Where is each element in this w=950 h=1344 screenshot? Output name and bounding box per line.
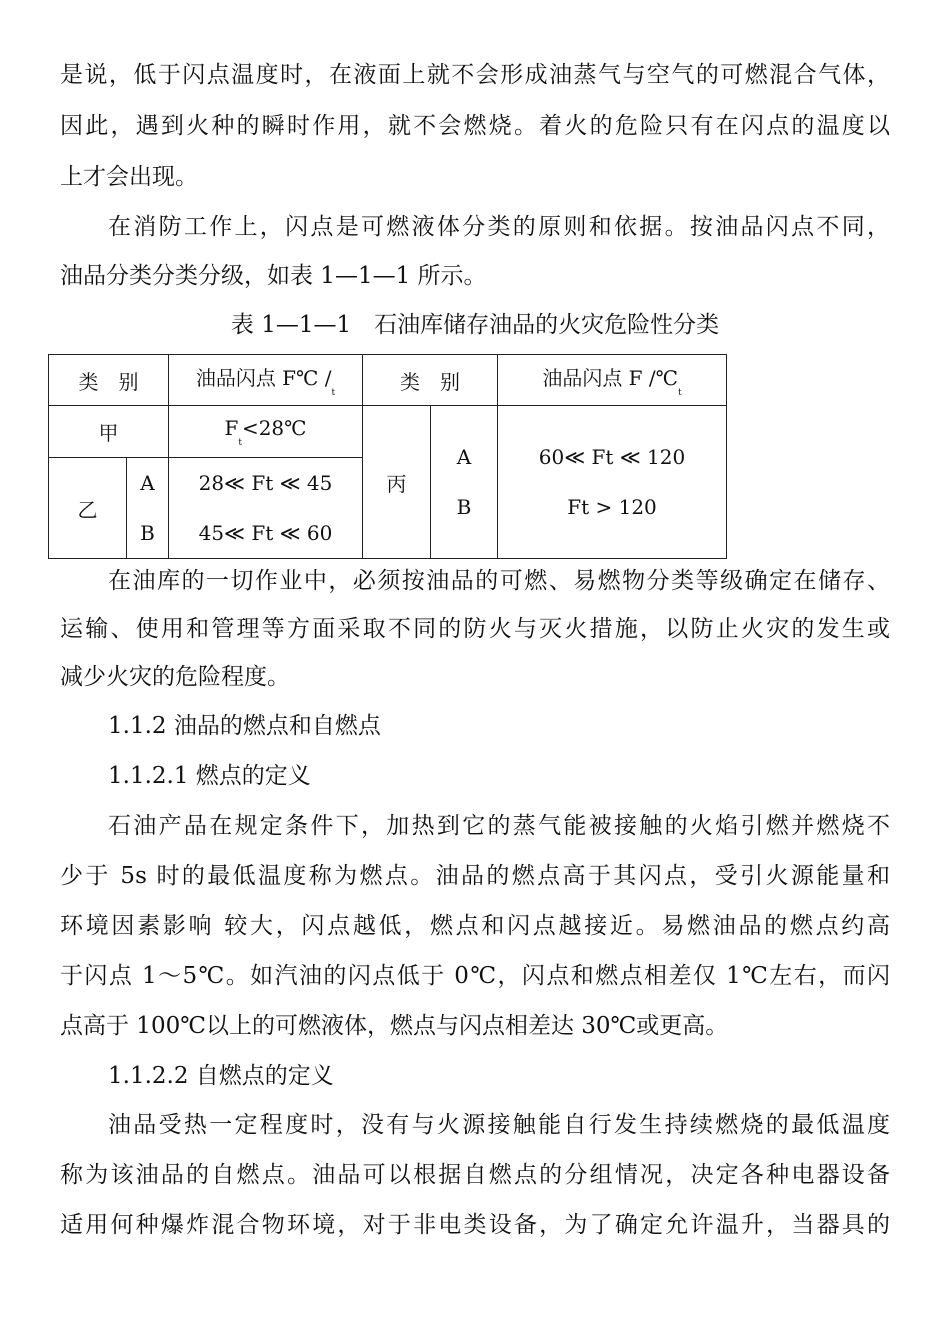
bing-b-value: Ft > 120 — [567, 495, 657, 519]
paragraph-line: 少于 5s 时的最低温度称为燃点。油品的燃点高于其闪点，受引火源能量和 — [60, 863, 890, 889]
class-bing: 丙 — [363, 406, 431, 559]
table-outer-border — [723, 354, 727, 558]
header-flash-left-sub: t — [331, 388, 336, 398]
jia-value-main: F — [224, 415, 239, 440]
paragraph-line: 在消防工作上，闪点是可燃液体分类的原则和依据。按油品闪点不同， — [108, 214, 890, 240]
paragraph-line: 称为该油品的自燃点。油品可以根据自燃点的分组情况，决定各种电器设备 — [60, 1162, 890, 1188]
fire-hazard-table — [48, 354, 727, 559]
bing-b: B — [456, 495, 472, 519]
paragraph-line: 油品分类分类分级，如表 1—1—1 所示。 — [60, 263, 487, 289]
paragraph-line: 在油库的一切作业中，必须按油品的可燃、易燃物分类等级确定在储存、 — [108, 568, 890, 594]
bing-a: A — [456, 445, 472, 469]
header-flash-right-sub: t — [678, 388, 682, 398]
paragraph-line: 适用何种爆炸混合物环境，对于非电类设备，为了确定允许温升，当器具的 — [60, 1212, 890, 1238]
yi-subclasses — [127, 458, 169, 559]
table-caption: 表 1—1—1 石油库储存油品的火灾危险性分类 — [230, 312, 720, 338]
yi-a: A — [140, 471, 155, 495]
section-heading: 1.1.2.1 燃点的定义 — [108, 763, 311, 789]
header-flash-left — [169, 355, 363, 406]
class-yi: 乙 — [49, 458, 127, 559]
class-jia: 甲 — [49, 406, 169, 458]
paragraph-line: 运输、使用和管理等方面采取不同的防火与灭火措施，以防止火灾的发生或 — [60, 616, 890, 642]
paragraph-line: 环境因素影响 较大，闪点越低，燃点和闪点越接近。易燃油品的燃点约高 — [60, 913, 890, 939]
paragraph-line: 点高于 100℃以上的可燃液体，燃点与闪点相差达 30℃或更高。 — [60, 1013, 729, 1039]
header-category-left: 类 别 — [49, 355, 169, 406]
header-category-right: 类 别 — [363, 355, 498, 406]
table-header-row — [49, 355, 727, 406]
bing-subclasses — [431, 406, 498, 559]
yi-values — [169, 458, 363, 559]
header-flash-right-text: 油品闪点 F /℃ — [542, 366, 679, 390]
bing-values — [498, 406, 727, 559]
header-flash-right — [498, 355, 727, 406]
bing-a-value: 60≪ Ft ≪ 120 — [538, 445, 686, 469]
paragraph-line: 减少火灾的危险程度。 — [60, 664, 290, 690]
section-heading: 1.1.2 油品的燃点和自燃点 — [108, 713, 381, 739]
section-heading: 1.1.2.2 自燃点的定义 — [108, 1063, 334, 1089]
yi-b-value: 45≪ Ft ≪ 60 — [198, 521, 333, 545]
paragraph-line: 油品受热一定程度时，没有与火源接触能自行发生持续燃烧的最低温度 — [108, 1112, 890, 1138]
paragraph-line: 是说，低于闪点温度时，在液面上就不会形成油蒸气与空气的可燃混合气体， — [60, 62, 890, 88]
jia-value — [169, 406, 363, 458]
paragraph-line: 石油产品在规定条件下，加热到它的蒸气能被接触的火焰引燃并燃烧不 — [108, 813, 890, 839]
yi-b: B — [140, 521, 155, 545]
jia-value-sub: t — [238, 437, 242, 448]
header-flash-left-text: 油品闪点 F℃ / — [195, 366, 332, 390]
paragraph-line: 上才会出现。 — [60, 164, 198, 190]
paragraph-line: 因此，遇到火种的瞬时作用，就不会燃烧。着火的危险只有在闪点的温度以 — [60, 113, 890, 139]
table-row-jia — [49, 406, 727, 458]
jia-value-rest: <28℃ — [241, 415, 307, 440]
yi-a-value: 28≪ Ft ≪ 45 — [198, 471, 333, 495]
paragraph-line: 于闪点 1～5℃。如汽油的闪点低于 0℃，闪点和燃点相差仅 1℃左右，而闪 — [60, 963, 890, 989]
